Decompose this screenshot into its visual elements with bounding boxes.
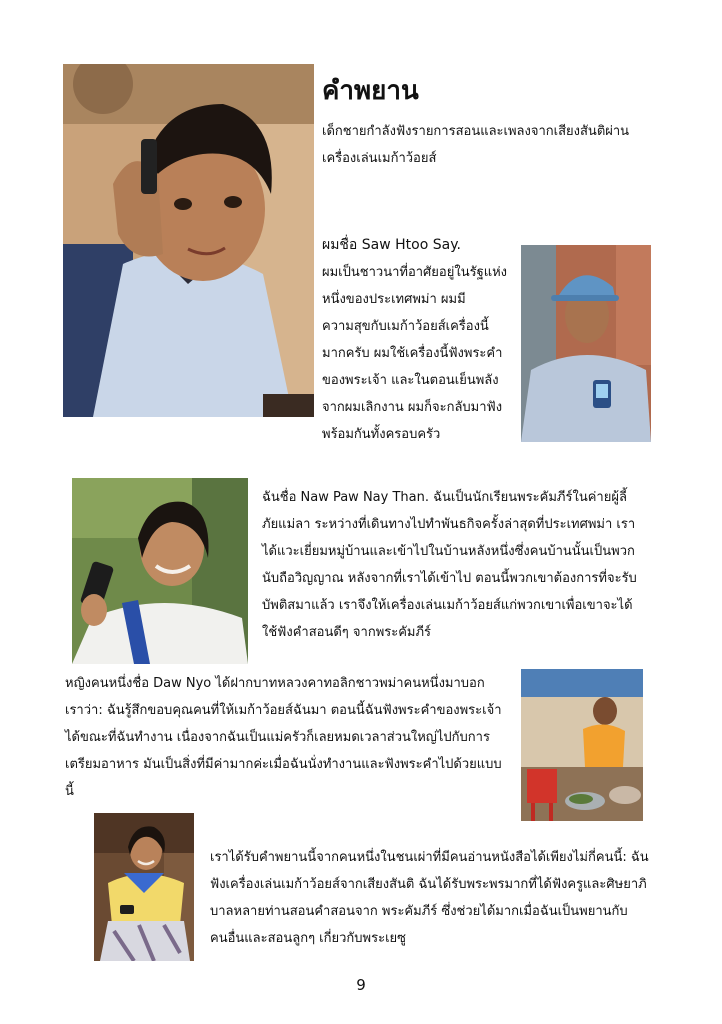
photo-woman-in-yellow (94, 813, 194, 961)
testimony-line: เตรียมอาหาร มันเป็นสิ่งที่มีค่ามากค่ะเมื่อฉันนั่งทำงานและฟังพระคำไปด้วยแบบ (65, 757, 502, 772)
testimony-line: หนึ่งของประเทศพม่า ผมมี (322, 292, 466, 307)
testimony-saw-htoo-say (322, 232, 514, 448)
testimony-tribe-member (210, 844, 660, 952)
photo-girl-with-player (72, 478, 248, 664)
testimony-naw-paw-nay-than (262, 484, 662, 646)
testimony-line: พร้อมกันทั้งครอบครัว (322, 427, 441, 442)
page-title: คำพยาน (322, 76, 419, 106)
photo-boy-with-player (63, 64, 314, 417)
caption-line: เด็กชายกำลังฟังรายการสอนและเพลงจากเสียงสันติผ่าน (322, 124, 630, 139)
testimony-daw-nyo (65, 670, 505, 805)
testimony-line: ผมชื่อ Saw Htoo Say. (322, 237, 461, 253)
testimony-line: ฟังเครื่องเล่นเมก้าว้อยส์จากเสียงสันติ ฉันได้รับพระพรมากที่ได้ฟังครูและศิษยาภิ (210, 877, 647, 892)
page-number: 9 (356, 976, 366, 994)
testimony-line: เราได้รับคำพยานนี้จากคนหนึ่งในชนเผ่าที่มีคนอ่านหนังสือได้เพียงไม่กี่คนนี้: ฉัน (210, 850, 649, 865)
photo-woman-cooking (521, 669, 643, 821)
testimony-line: หญิงคนหนึ่งชื่อ Daw Nyo ได้ฝากบาทหลวงคาทอลิกชาวพม่าคนหนึ่งมาบอก (65, 676, 485, 691)
testimony-line: บัพติสมาแล้ว เราจึงให้เครื่องเล่นเมก้าว้อยส์แก่พวกเขาเพื่อเขาจะได้ (262, 598, 633, 613)
testimony-line: บาลหลายท่านสอนคำสอนจาก พระคัมภีร์ ซึ่งช่วยได้มากเมื่อฉันเป็นพยานกับ (210, 904, 628, 919)
testimony-line: ผมเป็นชาวนาที่อาศัยอยู่ในรัฐแห่ง (322, 265, 508, 280)
caption-text (322, 118, 642, 172)
testimony-line: เราว่า: ฉันรู้สึกขอบคุณคนที่ให้เมก้าว้อยส์ฉันมา ตอนนี้ฉันฟังพระคำของพระเจ้า (65, 703, 502, 718)
testimony-line: ความสุขกับเมก้าว้อยส์เครื่องนี้ (322, 319, 489, 334)
testimony-line: นับถือวิญญาณ หลังจากที่เราได้เข้าไป ตอนนี้พวกเขาต้องการที่จะรับ (262, 571, 637, 586)
testimony-line: ได้แวะเยี่ยมหมู่บ้านและเข้าไปในบ้านหลังหนึ่งซึ่งคนบ้านนั้นเป็นพวก (262, 544, 635, 559)
testimony-line: ฉันชื่อ Naw Paw Nay Than. ฉันเป็นนักเรียนพระคัมภีร์ในค่ายผู้ลี้ (262, 490, 627, 505)
testimony-line: มากครับ ผมใช้เครื่องนี้ฟังพระคำ (322, 346, 503, 361)
testimony-line: ได้ขณะที่ฉันทำงาน เนื่องจากฉันเป็นแม่ครัวก็เลยหมดเวลาส่วนใหญ่ไปกับการ (65, 730, 490, 745)
testimony-line: ใช้ฟังคำสอนดีๆ จากพระคัมภีร์ (262, 625, 432, 640)
testimony-line: จากผมเลิกงาน ผมก็จะกลับมาฟัง (322, 400, 503, 415)
testimony-line: คนอื่นและสอนลูกๆ เกี่ยวกับพระเยซู (210, 931, 406, 946)
testimony-line: นี้ (65, 784, 74, 799)
testimony-line: ภัยแม่ลา ระหว่างที่เดินทางไปทำพันธกิจครั้งล่าสุดที่ประเทศพม่า เรา (262, 517, 636, 532)
testimony-line: ของพระเจ้า และในตอนเย็นพลัง (322, 373, 499, 388)
caption-line: เครื่องเล่นเมก้าว้อยส์ (322, 151, 437, 166)
photo-man-in-cap (521, 245, 651, 442)
